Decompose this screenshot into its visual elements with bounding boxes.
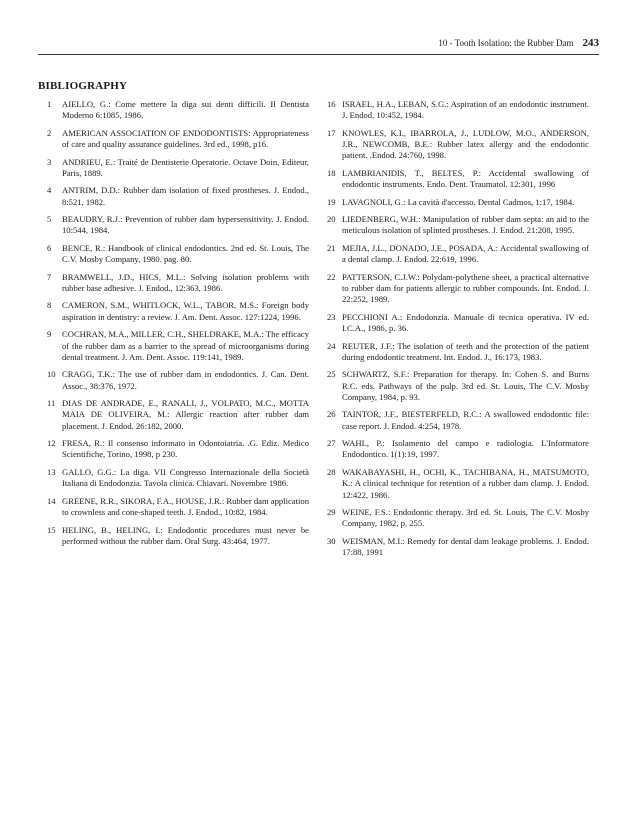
reference-number: 7 (47, 271, 52, 282)
reference-item (327, 168, 589, 191)
reference-number: 3 (47, 156, 52, 167)
reference-text: WEINE, F.S.: Endodontic therapy. 3rd ed. St. Louis, The C.V. Mosby Company, 1982, p. 255. (342, 507, 589, 529)
running-header (38, 37, 599, 51)
reference-item (47, 398, 309, 432)
bibliography-column-left (47, 99, 309, 553)
reference-text: AMERICAN ASSOCIATION OF ENDODONTISTS: Appropriateness of care and quality assurance guidelines. 3rd ed., 1998, p16. (62, 127, 309, 150)
reference-item (47, 300, 309, 323)
reference-text: LIEDENBERG, W.H.: Manipulation of rubber dam septa: an aid to the meticulous isolation of splinted prostheses. J. Endod. 21:208, 1995. (342, 214, 589, 236)
reference-text: LAVAGNOLI, G.: La cavità d'accesso. Dental Cadmos, 1:17, 1984. (342, 196, 575, 207)
reference-number: 8 (47, 300, 52, 311)
reference-item (327, 536, 589, 559)
reference-number: 20 (327, 214, 336, 225)
reference-text: REUTER, J.F.: The isolation of teeth and the protection of the patient during endodontic treatment. Int. Endod. J., 16:173, 1983. (342, 340, 589, 362)
reference-item (327, 467, 589, 501)
reference-text: ANDRIEU, E.: Traité de Dentisterie Operatorie. Octave Doin, Editeur, Paris, 1889. (62, 156, 309, 178)
reference-item (47, 329, 309, 363)
reference-item (47, 467, 309, 490)
reference-text: ANTRIM, D.D.: Rubber dam isolation of fixed prostheses. J. Endod., 8:521, 1982. (62, 185, 309, 207)
reference-text: LAMBRIANIDIS, T., BELTES, P.: Accidental swallowing of endodontic instruments. Endo. Dent. Traumatol. 12:301, 1996 (342, 167, 589, 190)
reference-number: 13 (47, 466, 56, 477)
reference-item (327, 341, 589, 364)
reference-item (327, 272, 589, 306)
reference-number: 19 (327, 196, 336, 207)
reference-item (47, 157, 309, 180)
reference-text: WAHL, P.: Isolamento del campo e radiologia. L'Informatore Endodontico. 1(1):19, 1997. (342, 438, 589, 460)
reference-text: DIAS DE ANDRADE, E., RANALI, J., VOLPATO, M.C., MOTTA MAIA DE OLIVEIRA, M.: Allergic reaction after rubber dam placement. J. Endod. 26:182, 2000. (62, 398, 309, 431)
reference-item (327, 409, 589, 432)
reference-item (47, 438, 309, 461)
reference-number: 11 (47, 398, 56, 409)
reference-text: BEAUDRY, R.J.: Prevention of rubber dam hypersensitivity. J. Endod. 10:544, 1984. (62, 214, 309, 236)
reference-item (47, 369, 309, 392)
reference-text: BENCE, R.: Handbook of clinical endodontics. 2nd ed. St. Louis, The C.V. Mosby Company, 1980. pag. 80. (62, 242, 309, 265)
reference-number: 12 (47, 438, 56, 449)
reference-text: PATTERSON, C.J.W.: Polydam-polythene sheet, a practical alternative to rubber dam for patients allergic to rubber compounds. Int. Endod. J. 22:252, 1989. (342, 271, 589, 305)
reference-number: 29 (327, 507, 336, 518)
reference-number: 18 (327, 167, 336, 178)
reference-number: 16 (327, 99, 336, 109)
reference-number: 10 (47, 369, 56, 380)
reference-item (47, 214, 309, 237)
reference-item (327, 369, 589, 403)
reference-number: 25 (327, 369, 336, 380)
reference-number: 4 (47, 185, 52, 196)
reference-text: GREENE, R.R., SIKORA, F.A., HOUSE, J.R.: Rubber dam application to crownless and cone-shaped teeth. J. Endod., 10:82, 1984. (62, 495, 309, 518)
reference-item (47, 525, 309, 548)
reference-text: CAMERON, S.M., WHITLOCK, W.L., TABOR, M.S.: Foreign body aspiration in dentistry: a review. J. Am. Dent. Assoc. 127:1224, 1996. (62, 300, 309, 322)
section-title: BIBLIOGRAPHY (38, 80, 128, 92)
reference-item (47, 272, 309, 295)
reference-text: ISRAEL, H.A., LEBAN, S.G.: Aspiration of an endodontic instrument. J. Endod. 10:452, 1984. (342, 99, 589, 121)
reference-number: 2 (47, 127, 52, 138)
reference-number: 26 (327, 409, 336, 420)
reference-item (47, 496, 309, 519)
reference-number: 14 (47, 495, 56, 506)
page-number: 243 (582, 37, 599, 49)
reference-text: WEISMAN, M.I.: Remedy for dental dam leakage problems. J. Endod. 17:88, 1991 (342, 535, 589, 558)
reference-text: COCHRAN, M.A., MILLER, C.H., SHELDRAKE, M.A.: The efficacy of the rubber dam as a barrier to the spread of microorganisms during dental treatment. J. Am. Dent. Assoc. 119:141, 1989. (62, 329, 309, 362)
reference-number: 22 (327, 271, 336, 282)
reference-text: BRAMWELL, J.D., HICS, M.L.: Solving isolation problems with rubber base adhesive. J. Endod., 12:363, 1986. (62, 271, 309, 293)
reference-text: SCHWARTZ, S.F.: Preparation for therapy. In: Cohen S. and Burns R.C. eds. Pathways of the pulp. 3rd ed. St. Louis, The C.V. Mosby Company, 1984, p. 93. (342, 369, 589, 402)
reference-item (327, 99, 589, 122)
reference-text: KNOWLES, K.I., IBARROLA, J., LUDLOW, M.O., ANDERSON, J.R., NEWCOMB, B.E.: Rubber latex allergy and the endodontic patient. .Endod. 24:760, 1998. (342, 127, 589, 161)
reference-item (47, 128, 309, 151)
reference-item (327, 243, 589, 266)
reference-text: GALLO, G.G.: La diga. VII Congresso Internazionale della Società Italiana di Endodonzia. Tavola clinica. Chiavari. Novembre 1986. (62, 466, 309, 489)
reference-item (327, 507, 589, 530)
reference-number: 6 (47, 242, 52, 253)
reference-item (47, 185, 309, 208)
reference-text: CRAGG, T.K.: The use of rubber dam in endodontics. J. Can. Dent. Assoc., 38:376, 1972. (62, 369, 309, 391)
reference-text: FRESA, R.: Il consenso informato in Odontoiatria. .G. Ediz. Medico Scientifiche, Torino, 1998, p 230. (62, 438, 309, 460)
reference-number: 21 (327, 242, 336, 253)
reference-item (327, 214, 589, 237)
reference-item (327, 128, 589, 162)
running-title: 10 - Tooth Isolation: the Rubber Dam (438, 38, 574, 48)
reference-number: 27 (327, 438, 336, 449)
reference-item (47, 243, 309, 266)
header-rule (38, 54, 599, 55)
reference-item (327, 438, 589, 461)
reference-number: 15 (47, 524, 56, 535)
reference-text: MEJIA, J.L., DONADO, J.E., POSADA, A.: Accidental swallowing of a dental clamp. J. Endod. 22:619, 1996. (342, 242, 589, 265)
reference-item (47, 99, 309, 122)
reference-number: 30 (327, 535, 336, 546)
bibliography-column-right (327, 99, 589, 565)
reference-number: 9 (47, 329, 52, 340)
reference-text: HELING, B., HELING, I.: Endodontic procedures must never be performed without the rubber dam. Oral Surg. 43:464, 1977. (62, 524, 309, 546)
reference-text: PECCHIONI A.: Endodonzia. Manuale di tecnica operativa. IV ed. I.C.A., 1986, p. 36. (342, 311, 589, 334)
reference-item (327, 312, 589, 335)
reference-text: WAKABAYASHI, H., OCHI, K., TACHIBANA, H., MATSUMOTO, K.: A clinical technique for retention of a rubber dam clamp. J. Endod. 12:422, 1986. (342, 466, 589, 500)
reference-number: 1 (47, 99, 52, 109)
reference-number: 24 (327, 340, 336, 351)
reference-text: AIELLO, G.: Come mettere la diga sui denti difficili. Il Dentista Moderno 6:1085, 1986. (62, 99, 309, 121)
reference-number: 17 (327, 127, 336, 138)
reference-text: TAINTOR, J.F., BIESTERFELD, R.C.: A swallowed endodontic file: case report. J. Endod. 4:254, 1978. (342, 409, 589, 431)
reference-number: 23 (327, 311, 336, 322)
reference-number: 5 (47, 214, 52, 225)
reference-item (327, 197, 589, 208)
reference-number: 28 (327, 466, 336, 477)
